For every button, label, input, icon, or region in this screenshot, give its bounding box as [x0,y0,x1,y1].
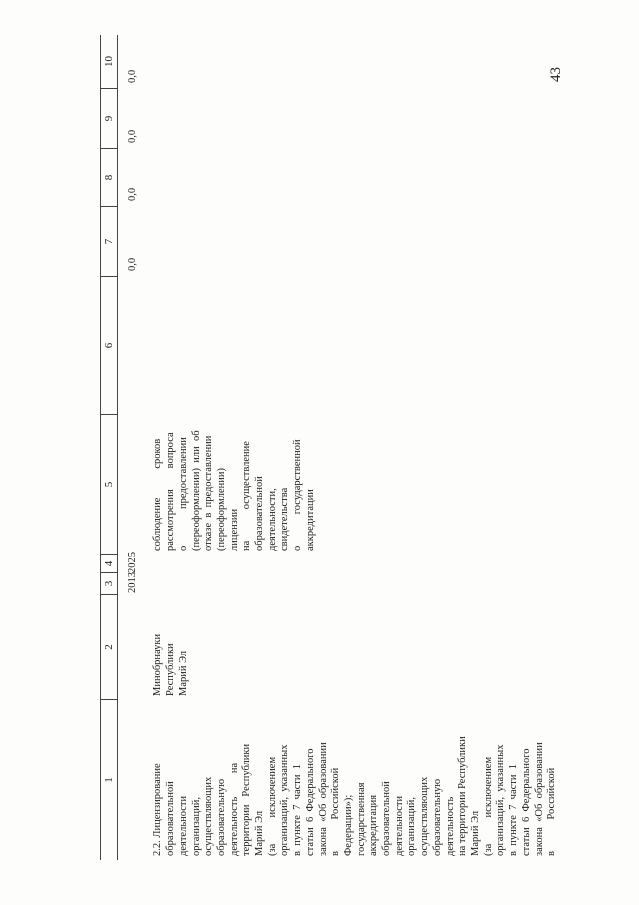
text-line: Минобрнауки [152,633,164,696]
text-line: в пункте 7 части 1 [292,764,304,856]
header-col-3: 3 [101,573,117,595]
text-line: на осуществление [241,441,253,551]
text-line: 2.2. Лицензирование [152,763,164,856]
header-col-2: 2 [101,595,117,700]
text-line: отказе в предоставлении [203,435,215,551]
cell-indicator [127,415,343,555]
text-line: (за исключением [482,756,494,856]
text-line: осуществляющих [419,776,431,856]
text-line: закона «Об образовании [317,742,329,856]
text-line: о предоставлении [177,437,189,551]
text-line: закона «Об образовании [533,742,545,856]
text-line: деятельности [393,795,405,856]
cell-responsible [127,595,216,700]
text-line: организаций, указанных [495,744,507,856]
text-line: свидетельства [279,487,291,551]
text-line: в Российской [546,767,558,856]
text-line: (за исключением [266,756,278,856]
text-line: Марий Эл [469,810,481,856]
text-line: деятельности, [266,488,278,551]
text-line: Марий Эл [177,650,189,696]
header-col-9: 9 [101,89,117,149]
cell-end-year: 2025 [127,552,138,573]
text-line: осуществляющих [203,776,215,856]
cell-col-8: 0,0 [127,187,138,201]
text-line: лицензии [228,508,240,551]
text-line: образовательной [165,781,177,856]
cell-col-9: 0,0 [127,129,138,143]
header-col-1: 1 [103,777,115,783]
text-line: на территории Республики [457,736,469,856]
cell-col-10: 0,0 [127,69,138,83]
cell-activity-name [127,700,584,860]
header-col-10: 10 [101,35,117,89]
header-col-7: 7 [101,207,117,277]
text-line: Марий Эл [254,810,266,856]
header-col-8: 8 [101,149,117,207]
text-line: рассмотрения вопроса [165,432,177,551]
text-line: статьи 6 Федерального [520,748,532,856]
text-line: статьи 6 Федерального [304,748,316,856]
header-col-4: 4 [101,555,117,573]
text-line: образовательной [254,476,266,551]
text-line: организаций, [406,797,418,856]
data-table [100,35,639,860]
cell-col-7: 0,0 [127,257,138,271]
text-line: образовательную [215,778,227,856]
text-line: о государственной [292,439,304,551]
text-line: деятельность на [228,762,240,856]
text-line: соблюдение сроков [152,438,164,551]
text-line: образовательную [431,778,443,856]
text-line: Федерации»); [342,794,354,856]
text-line: деятельности [177,795,189,856]
text-line: в Российской [330,767,342,856]
text-line: организаций, [190,797,202,856]
text-line: образовательной [381,781,393,856]
header-col-5: 5 [101,415,117,555]
text-line: аккредитация [368,794,380,856]
header-col-6: 6 [101,277,117,415]
text-line: государственная [355,782,367,856]
text-line: территории Республики [241,743,253,856]
text-line: деятельность [444,796,456,856]
text-line: (переоформлении) или об [190,430,202,551]
text-line: Республики [165,643,177,696]
page-number: 43 [548,67,564,82]
text-line: организаций, указанных [279,744,291,856]
text-line: аккредитации [304,489,316,551]
rotated-table-wrapper [100,35,639,860]
cell-start-year: 2013 [127,572,138,593]
text-line: в пункте 7 части 1 [508,764,520,856]
text-line: (переоформлении) [215,468,227,551]
table-header-row [101,35,118,860]
